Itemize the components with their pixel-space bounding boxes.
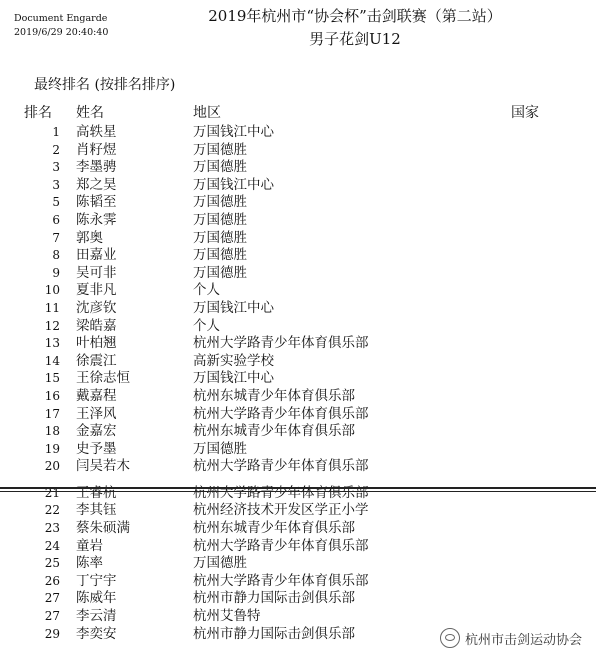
name-cell: 郑之昊 xyxy=(76,176,117,193)
region-cell: 高新实验学校 xyxy=(193,352,274,369)
name-cell: 徐震江 xyxy=(76,352,117,369)
region-cell: 万国德胜 xyxy=(193,141,247,158)
software-name: Document Engarde xyxy=(14,13,108,24)
header-rank: 排名 xyxy=(24,105,52,121)
name-cell: 史予墨 xyxy=(76,440,117,457)
name-cell: 童岩 xyxy=(76,537,103,554)
region-cell: 杭州东城青少年体育俱乐部 xyxy=(193,520,355,537)
cutoff-divider-inner xyxy=(0,491,596,492)
section-heading: 最终排名 (按排名排序) xyxy=(34,77,176,93)
table-row xyxy=(0,423,596,441)
table-row xyxy=(0,177,596,195)
name-cell: 陈韬至 xyxy=(76,194,117,211)
header-region: 地区 xyxy=(193,105,221,121)
rank-cell: 7 xyxy=(52,230,60,245)
table-row xyxy=(0,194,596,212)
rank-cell: 20 xyxy=(44,459,60,474)
region-cell: 万国德胜 xyxy=(193,555,247,572)
table-row xyxy=(0,212,596,230)
region-cell: 万国钱江中心 xyxy=(193,299,274,316)
table-row xyxy=(0,441,596,459)
name-cell: 吴可非 xyxy=(76,264,117,281)
watermark xyxy=(440,628,582,648)
name-cell: 蔡朱硕满 xyxy=(76,520,130,537)
name-cell: 田嘉业 xyxy=(76,247,117,264)
name-cell: 陈永霁 xyxy=(76,211,117,228)
region-cell: 杭州大学路青少年体育俱乐部 xyxy=(193,484,369,501)
rank-cell: 23 xyxy=(44,521,60,536)
table-row xyxy=(0,608,596,626)
rank-cell: 27 xyxy=(44,591,60,606)
name-cell: 陈率 xyxy=(76,555,103,572)
table-row xyxy=(0,555,596,573)
name-cell: 陈威年 xyxy=(76,590,117,607)
rank-cell: 26 xyxy=(44,573,60,588)
rank-cell: 3 xyxy=(52,160,60,175)
name-cell: 李奕安 xyxy=(76,625,117,642)
rank-cell: 10 xyxy=(44,283,60,298)
rank-cell: 12 xyxy=(44,318,60,333)
name-cell: 王睿杭 xyxy=(76,484,117,501)
rank-cell: 11 xyxy=(44,300,60,315)
table-row xyxy=(0,124,596,142)
name-cell: 李其钰 xyxy=(76,502,117,519)
table-row xyxy=(0,282,596,300)
rank-cell: 22 xyxy=(44,503,60,518)
table-row xyxy=(0,247,596,265)
table-row xyxy=(0,142,596,160)
region-cell: 个人 xyxy=(193,282,220,299)
name-cell: 王泽风 xyxy=(76,405,117,422)
table-row xyxy=(0,265,596,283)
table-row xyxy=(0,520,596,538)
rank-cell: 15 xyxy=(44,371,60,386)
rank-cell: 3 xyxy=(52,177,60,192)
region-cell: 万国德胜 xyxy=(193,194,247,211)
table-row xyxy=(0,318,596,336)
region-cell: 杭州市静力国际击剑俱乐部 xyxy=(193,590,355,607)
name-cell: 高轶星 xyxy=(76,124,117,140)
rank-cell: 17 xyxy=(44,406,60,421)
rank-cell: 5 xyxy=(52,195,60,210)
region-cell: 万国钱江中心 xyxy=(193,176,274,193)
name-cell: 肖籽煜 xyxy=(76,141,117,158)
region-cell: 万国德胜 xyxy=(193,264,247,281)
table-row xyxy=(0,159,596,177)
cutoff-divider xyxy=(0,487,596,489)
table-row xyxy=(0,353,596,371)
print-timestamp: 2019/6/29 20:40:40 xyxy=(14,27,109,38)
name-cell: 李墨骋 xyxy=(76,159,117,176)
table-row xyxy=(0,300,596,318)
table-row xyxy=(0,538,596,556)
name-cell: 戴嘉程 xyxy=(76,387,117,404)
name-cell: 金嘉宏 xyxy=(76,423,117,440)
name-cell: 李云清 xyxy=(76,608,117,625)
table-row xyxy=(0,388,596,406)
region-cell: 杭州大学路青少年体育俱乐部 xyxy=(193,405,369,422)
name-cell: 郭奥 xyxy=(76,229,103,246)
rank-cell: 24 xyxy=(44,538,60,553)
region-cell: 万国德胜 xyxy=(193,211,247,228)
region-cell: 杭州东城青少年体育俱乐部 xyxy=(193,423,355,440)
rank-cell: 9 xyxy=(52,265,60,280)
table-row xyxy=(0,230,596,248)
table-row xyxy=(0,573,596,591)
rank-cell: 27 xyxy=(44,609,60,624)
region-cell: 杭州大学路青少年体育俱乐部 xyxy=(193,537,369,554)
header-country: 国家 xyxy=(511,105,539,121)
region-cell: 万国德胜 xyxy=(193,440,247,457)
table-row xyxy=(0,590,596,608)
rank-cell: 13 xyxy=(44,336,60,351)
region-cell: 杭州大学路青少年体育俱乐部 xyxy=(193,458,369,475)
rank-cell: 19 xyxy=(44,441,60,456)
name-cell: 叶柏翘 xyxy=(76,335,117,352)
rank-cell: 21 xyxy=(44,485,60,500)
region-cell: 杭州经济技术开发区学正小学 xyxy=(193,502,369,519)
header-name: 姓名 xyxy=(76,105,104,121)
name-cell: 夏非凡 xyxy=(76,282,117,299)
region-cell: 个人 xyxy=(193,317,220,334)
region-cell: 万国钱江中心 xyxy=(193,370,274,387)
table-row xyxy=(0,335,596,353)
rank-cell: 25 xyxy=(44,556,60,571)
rank-cell: 29 xyxy=(44,626,60,641)
name-cell: 梁皓嘉 xyxy=(76,317,117,334)
table-row xyxy=(0,458,596,476)
table-row xyxy=(0,406,596,424)
rank-cell: 6 xyxy=(52,212,60,227)
region-cell: 万国钱江中心 xyxy=(193,124,274,140)
wechat-icon xyxy=(440,628,460,648)
region-cell: 万国德胜 xyxy=(193,229,247,246)
watermark-text: 杭州市击剑运动协会 xyxy=(464,632,582,648)
region-cell: 杭州大学路青少年体育俱乐部 xyxy=(193,572,369,589)
name-cell: 沈彦钦 xyxy=(76,299,117,316)
name-cell: 王徐志恒 xyxy=(76,370,130,387)
region-cell: 杭州市静力国际击剑俱乐部 xyxy=(193,625,355,642)
region-cell: 杭州东城青少年体育俱乐部 xyxy=(193,387,355,404)
rank-cell: 18 xyxy=(44,424,60,439)
table-row xyxy=(0,370,596,388)
region-cell: 万国德胜 xyxy=(193,247,247,264)
rank-cell: 16 xyxy=(44,388,60,403)
table-row xyxy=(0,502,596,520)
document-subtitle: 男子花剑U12 xyxy=(309,30,401,48)
rank-cell: 8 xyxy=(52,248,60,263)
region-cell: 万国德胜 xyxy=(193,159,247,176)
document-meta xyxy=(14,12,108,40)
rank-cell: 14 xyxy=(44,353,60,368)
region-cell: 杭州大学路青少年体育俱乐部 xyxy=(193,335,369,352)
region-cell: 杭州艾鲁特 xyxy=(193,608,261,625)
name-cell: 闫吴若木 xyxy=(76,458,130,475)
name-cell: 丁宁宇 xyxy=(76,572,117,589)
rank-cell: 2 xyxy=(52,142,60,157)
rank-cell: 1 xyxy=(52,125,60,139)
document-title: 2019年杭州市“协会杯”击剑联赛（第二站） xyxy=(208,7,502,25)
